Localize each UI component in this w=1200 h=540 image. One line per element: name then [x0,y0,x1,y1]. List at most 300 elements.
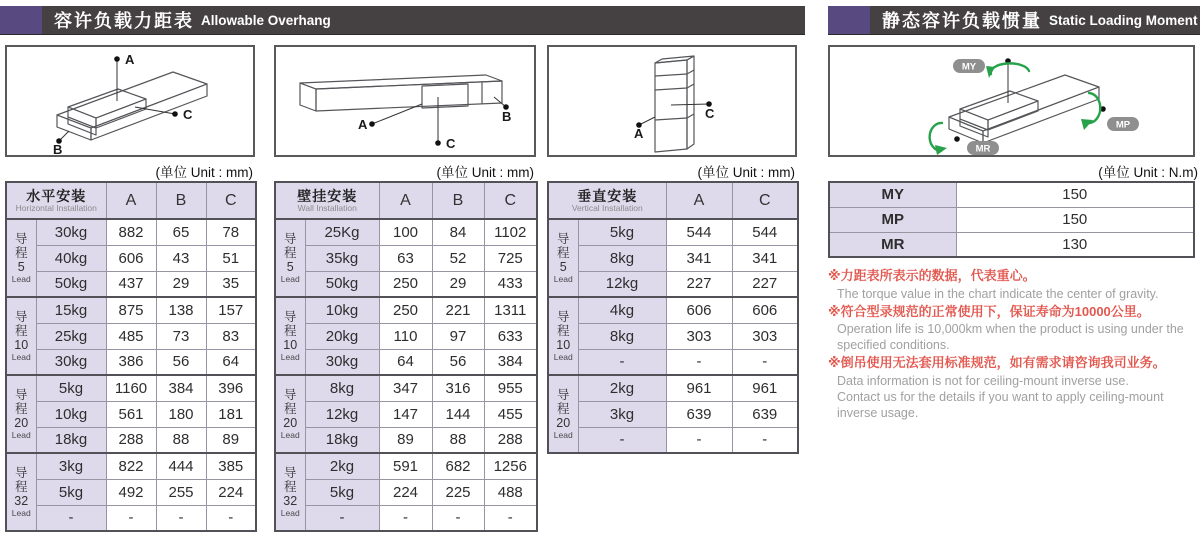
installation-title-cn: 壁挂安装 [297,187,358,204]
table-row [548,271,798,297]
unit-label-mm: (单位 Unit : mm) [697,165,795,180]
moment-row [829,182,1194,207]
data-value: 224 [379,479,432,505]
data-value: - [432,505,484,531]
lead-line: 20 [556,416,571,431]
footnote [828,302,1200,354]
lead-line: 导 [14,465,28,480]
lead-line: 5 [559,260,567,275]
column-header-b: B [432,182,484,219]
lead-line: 5 [286,260,294,275]
lead-label [548,375,578,453]
footnote-en: Operation life is 10,000km when the product is using under the [837,322,1184,336]
data-value: 227 [732,271,798,297]
data-value: 433 [484,271,537,297]
data-value: 682 [432,453,484,479]
data-value: 488 [484,479,537,505]
data-value: - [666,349,732,375]
table-row [6,297,256,323]
data-value: 303 [666,323,732,349]
data-value: 84 [432,219,484,245]
data-value: 138 [156,297,206,323]
point-label-c: C [183,107,193,122]
lead-line: 导 [556,309,570,324]
moment-value: 150 [956,182,1194,207]
lead-label [548,297,578,375]
mr-badge-label: MR [975,143,991,155]
data-value: 606 [732,297,798,323]
load-value: 8kg [578,245,666,271]
wall-installation-table [274,181,536,532]
table-row [275,479,537,505]
point-label-a: A [125,52,135,67]
lead-line: Lead [280,429,300,440]
data-value: 78 [206,219,256,245]
table-row [6,349,256,375]
static-moment-table [828,181,1195,258]
mp-badge-label: MP [1115,119,1131,131]
installation-header [275,182,379,219]
lead-label [548,219,578,297]
point-a-dot [369,121,375,127]
table-row [275,401,537,427]
data-value: 544 [666,219,732,245]
load-value: 50kg [305,271,379,297]
lead-line: 程 [14,479,28,494]
data-value: 725 [484,245,537,271]
data-value: 88 [156,427,206,453]
lead-line: Lead [11,507,31,518]
footnote [828,353,1200,421]
table-row [6,245,256,271]
section-title-cn: 容许负载力距表 [54,11,194,31]
data-value: 437 [106,271,156,297]
lead-line: 10 [556,338,571,353]
lead-line: 程 [283,245,297,260]
load-value: 25Kg [305,219,379,245]
data-value: 225 [432,479,484,505]
lead-line: 20 [14,416,29,431]
lead-label [6,375,36,453]
static-moment-column [828,45,1200,421]
point-label-a: A [358,117,368,132]
lead-line: 10 [14,338,29,353]
data-value: 882 [106,219,156,245]
column-header-a: A [379,182,432,219]
data-value: 639 [732,401,798,427]
data-value: - [106,505,156,531]
lead-label [275,297,305,375]
data-value: 485 [106,323,156,349]
point-label-b: B [53,142,63,155]
lead-line: 程 [556,245,570,260]
load-value: 5kg [305,479,379,505]
lead-line: 程 [14,323,28,338]
data-value: 384 [156,375,206,401]
table-header-row [6,182,256,219]
data-value: 65 [156,219,206,245]
moment-axis-label: MR [829,232,956,257]
table-row [275,375,537,401]
data-value: 606 [106,245,156,271]
footnote-cn: ※力距表所表示的数据，代表重心。 [828,268,1036,283]
load-value: 18kg [36,427,106,453]
vertical-installation-column [547,45,797,454]
installation-header [6,182,106,219]
table-row [548,375,798,401]
moment-table [828,181,1200,258]
lead-line: 程 [283,401,297,416]
load-value: 4kg [578,297,666,323]
lead-line: Lead [280,351,300,362]
data-value: 961 [666,375,732,401]
moment-value: 130 [956,232,1194,257]
moment-row [829,207,1194,232]
data-value: 544 [732,219,798,245]
lead-label [275,453,305,531]
data-value: 64 [379,349,432,375]
unit-label-mm: (单位 Unit : mm) [436,165,534,180]
lead-label [6,219,36,297]
spec-table-vertical [547,181,799,454]
footnote-en: Contact us for the details if you want to apply ceiling-mount [837,389,1164,404]
mr-axis-dot [954,136,960,142]
load-value: 5kg [36,375,106,401]
lead-line: Lead [553,351,573,362]
data-value: 1256 [484,453,537,479]
table-row [275,245,537,271]
table-header-row [548,182,798,219]
lead-line: Lead [280,507,300,518]
lead-line: 导 [14,309,28,324]
spec-table-wall [274,181,538,532]
data-value: 100 [379,219,432,245]
data-value: 73 [156,323,206,349]
footnote [828,266,1200,302]
lead-line: 导 [283,231,297,246]
data-value: 444 [156,453,206,479]
data-value: 633 [484,323,537,349]
horizontal-actuator-drawing [7,47,253,155]
lead-label [275,219,305,297]
point-label-a: A [634,126,644,141]
load-value: 30kg [305,349,379,375]
data-value: 88 [432,427,484,453]
table-row [548,401,798,427]
data-value: - [732,349,798,375]
data-value: 56 [432,349,484,375]
lead-line: 导 [556,231,570,246]
moment-row [829,232,1194,257]
lead-line: 32 [14,494,29,509]
horizontal-installation-column [5,45,255,532]
load-value: 2kg [305,453,379,479]
table-row [548,297,798,323]
unit-label-nm: (单位 Unit : N.m) [1098,165,1198,180]
lead-line: 导 [556,387,570,402]
load-value: 25kg [36,323,106,349]
data-value: 29 [156,271,206,297]
lead-label [275,375,305,453]
table-row [6,505,256,531]
purple-accent-square [828,6,870,34]
load-value: 18kg [305,427,379,453]
data-value: 83 [206,323,256,349]
lead-line: 程 [556,401,570,416]
table-row [275,505,537,531]
data-value: 955 [484,375,537,401]
wall-installation-diagram [274,45,536,157]
lead-line: 程 [14,245,28,260]
installation-title-cn: 垂直安装 [577,187,638,204]
data-value: 961 [732,375,798,401]
table-row [6,271,256,297]
data-value: 385 [206,453,256,479]
purple-accent-square [0,6,42,34]
column-header-a: A [106,182,156,219]
data-value: - [666,427,732,453]
load-value: 20kg [305,323,379,349]
footnote-cn: ※符合型录规范的正常使用下，保证寿命为10000公里。 [828,303,1150,319]
load-value: - [578,349,666,375]
table-row [6,401,256,427]
wall-actuator-drawing [276,47,534,155]
point-c-dot [435,140,441,146]
data-value: 875 [106,297,156,323]
load-value: 40kg [36,245,106,271]
table-row [6,427,256,453]
footnote-en: specified conditions. [837,338,950,352]
load-value: 2kg [578,375,666,401]
data-value: - [156,505,206,531]
vertical-actuator-drawing [549,47,795,155]
data-value: 1102 [484,219,537,245]
data-value: 144 [432,401,484,427]
footnotes [828,266,1200,421]
installation-title-en: Horizontal Installation [15,202,97,213]
footnote-en: inverse usage. [837,405,919,420]
lead-line: 导 [283,465,297,480]
data-value: 386 [106,349,156,375]
section-title-en: Allowable Overhang [201,12,331,28]
moment-actuator-drawing [830,47,1193,155]
data-value: 1311 [484,297,537,323]
lead-line: Lead [553,273,573,284]
table-row [275,349,537,375]
data-value: 157 [206,297,256,323]
section-title-en: Static Loading Moment [1049,12,1198,28]
column-header-c: C [484,182,537,219]
data-value: 56 [156,349,206,375]
wall-installation-column [274,45,536,532]
load-value: 15kg [36,297,106,323]
section-title-cn: 静态容许负载惯量 [882,11,1042,31]
data-value: 35 [206,271,256,297]
vertical-installation-diagram [547,45,797,157]
my-rotation-arrow [991,63,1029,74]
data-value: 822 [106,453,156,479]
data-value: 224 [206,479,256,505]
point-a-dot [114,56,120,62]
load-value: 30kg [36,349,106,375]
lead-line: Lead [11,351,31,362]
lead-line: 5 [17,260,25,275]
table-row [548,349,798,375]
lead-line: Lead [11,429,31,440]
data-value: 64 [206,349,256,375]
data-value: 255 [156,479,206,505]
data-value: 396 [206,375,256,401]
data-value: 606 [666,297,732,323]
data-value: 384 [484,349,537,375]
lead-line: 20 [283,416,298,431]
column-header-c: C [732,182,798,219]
moment-axis-label: MY [829,182,956,207]
installation-title-en: Wall Installation [297,202,357,213]
lead-line: Lead [553,429,573,440]
load-value: 30kg [36,219,106,245]
load-value: 35kg [305,245,379,271]
data-value: 110 [379,323,432,349]
data-value: 97 [432,323,484,349]
data-value: 180 [156,401,206,427]
table-row [548,427,798,453]
table-header-row [275,182,537,219]
load-value: 50kg [36,271,106,297]
data-value: 347 [379,375,432,401]
my-badge-label: MY [961,61,977,73]
load-value: 10kg [305,297,379,323]
table-row [6,479,256,505]
lead-line: Lead [11,273,31,284]
data-value: 63 [379,245,432,271]
data-value: 51 [206,245,256,271]
table-row [275,271,537,297]
load-value: 5kg [578,219,666,245]
data-value: 43 [156,245,206,271]
load-value: - [578,427,666,453]
data-value: 250 [379,297,432,323]
lead-line: 程 [556,323,570,338]
data-value: 181 [206,401,256,427]
lead-line: 程 [283,479,297,494]
data-value: 288 [106,427,156,453]
point-label-c: C [446,136,456,151]
lead-line: 32 [283,494,298,509]
table-row [548,245,798,271]
load-value: 5kg [36,479,106,505]
moment-value: 150 [956,207,1194,232]
load-value: 12kg [305,401,379,427]
unit-label-mm: (单位 Unit : mm) [155,165,253,180]
table-row [275,297,537,323]
data-value: 147 [379,401,432,427]
load-value: 10kg [36,401,106,427]
installation-title-cn: 水平安装 [26,187,87,204]
installation-header [548,182,666,219]
footnote-en: Data information is not for ceiling-mount inverse use. [837,373,1129,388]
lead-line: 程 [283,323,297,338]
lead-line: 导 [283,309,297,324]
lead-line: 导 [283,387,297,402]
lead-label [6,453,36,531]
data-value: 303 [732,323,798,349]
data-value: 316 [432,375,484,401]
table-row [6,219,256,245]
data-value: 561 [106,401,156,427]
point-label-b: B [502,109,512,124]
column-header-c: C [206,182,256,219]
footnote-cn: ※倒吊使用无法套用标准规范，如有需求请咨询我司业务。 [828,355,1166,370]
data-value: 89 [379,427,432,453]
data-value: 639 [666,401,732,427]
data-value: - [732,427,798,453]
load-value: 8kg [578,323,666,349]
table-row [275,219,537,245]
table-row [548,323,798,349]
column-header-a: A [666,182,732,219]
data-value: 455 [484,401,537,427]
table-row [6,375,256,401]
data-value: 250 [379,271,432,297]
data-value: 52 [432,245,484,271]
static-loading-moment-header [828,6,1200,34]
point-label-c: C [705,106,715,121]
table-row [548,219,798,245]
load-value: - [305,505,379,531]
data-value: 221 [432,297,484,323]
column-header-b: B [156,182,206,219]
lead-line: 导 [14,387,28,402]
moment-diagram [828,45,1195,157]
footnote-en: The torque value in the chart indicate the center of gravity. [837,286,1159,301]
data-value: 492 [106,479,156,505]
load-value: 3kg [36,453,106,479]
data-value: 1160 [106,375,156,401]
installation-title-en: Vertical Installation [571,202,643,213]
table-row [275,453,537,479]
horizontal-installation-table [5,181,255,532]
data-value: 29 [432,271,484,297]
load-value: 3kg [578,401,666,427]
load-value: 12kg [578,271,666,297]
data-value: - [379,505,432,531]
table-row [6,453,256,479]
load-value: - [36,505,106,531]
moment-axis-label: MP [829,207,956,232]
lead-line: 导 [14,231,28,246]
lead-line: 10 [283,338,298,353]
lead-label [6,297,36,375]
data-value: - [206,505,256,531]
data-value: 288 [484,427,537,453]
lead-line: Lead [280,273,300,284]
data-value: 341 [666,245,732,271]
table-row [6,323,256,349]
horizontal-installation-diagram [5,45,255,157]
spec-table-horizontal [5,181,257,532]
data-value: 341 [732,245,798,271]
table-row [275,323,537,349]
point-c-dot [172,111,178,117]
vertical-installation-table [547,181,797,454]
data-value: 227 [666,271,732,297]
load-value: 8kg [305,375,379,401]
allowable-overhang-header [0,6,805,34]
lead-line: 程 [14,401,28,416]
table-row [275,427,537,453]
data-value: 591 [379,453,432,479]
